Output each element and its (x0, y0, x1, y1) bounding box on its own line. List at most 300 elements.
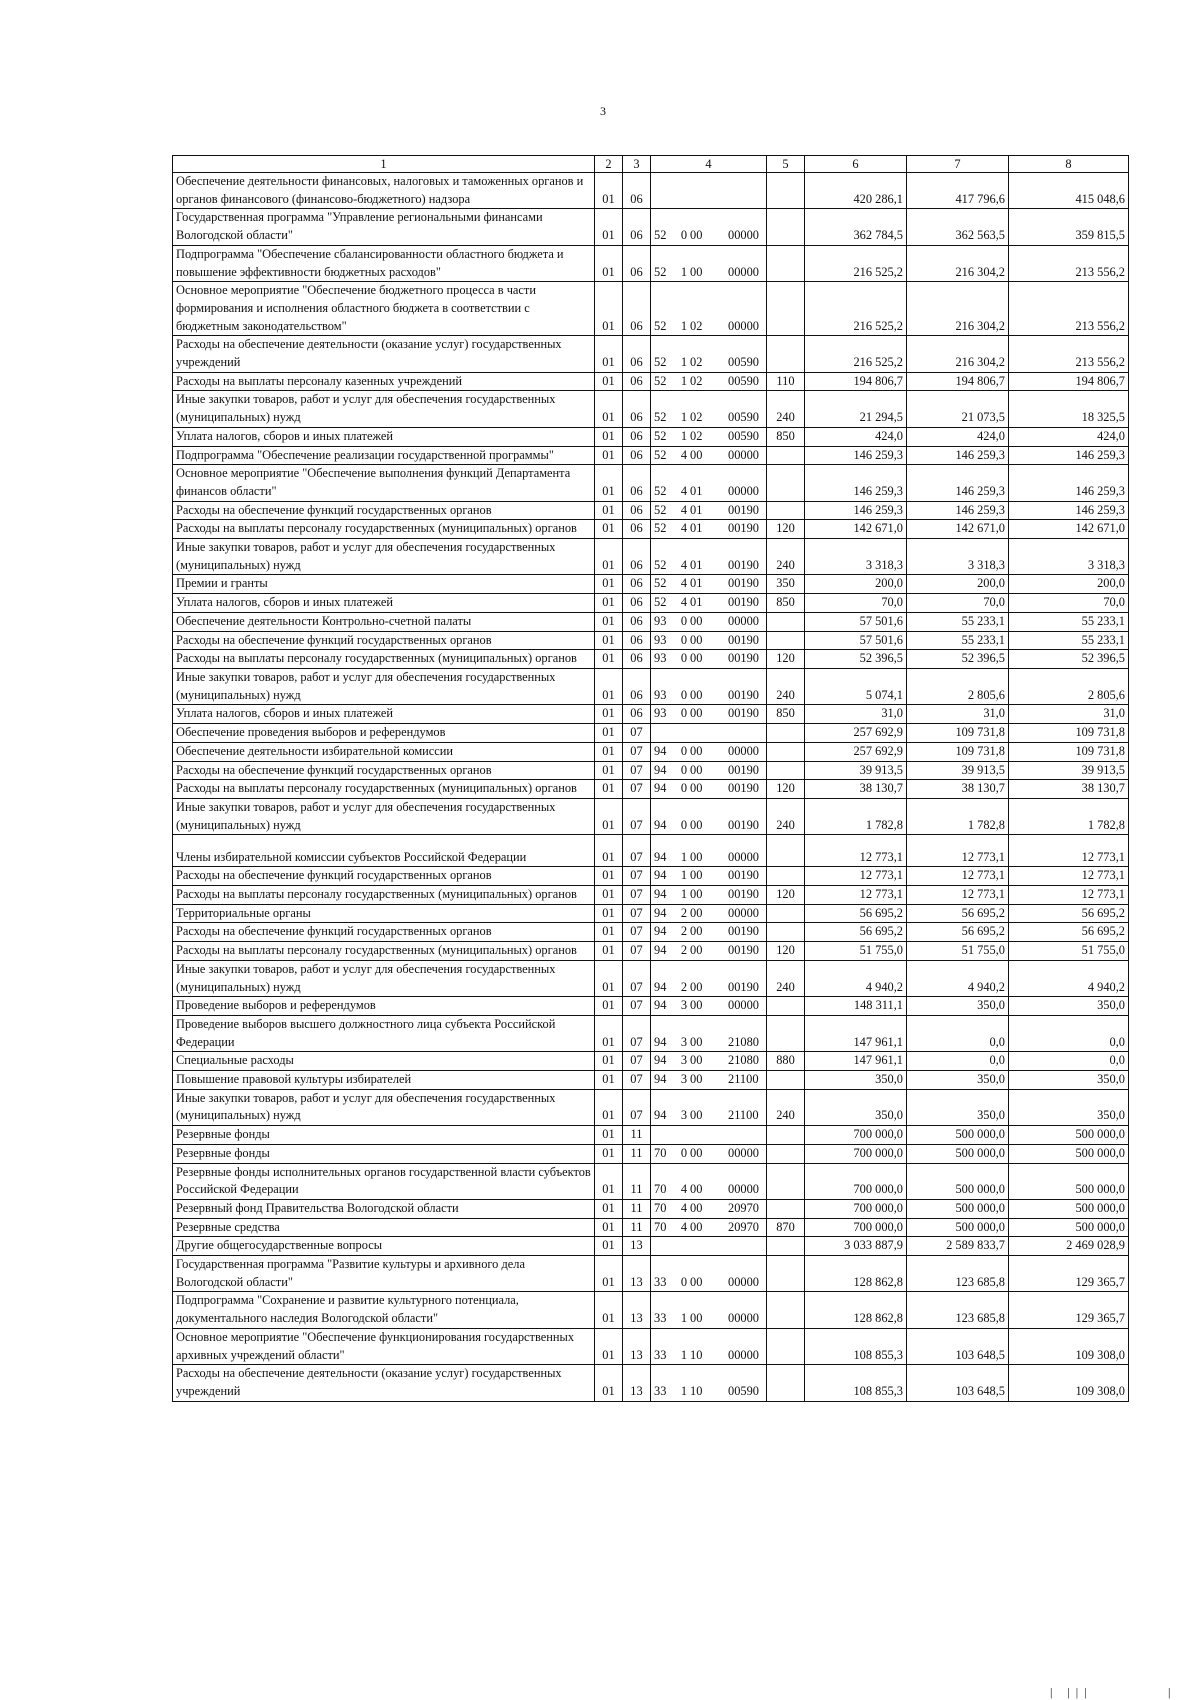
subsection-code: 06 (623, 336, 651, 372)
code-part: 00190 (728, 521, 759, 536)
subsection-code: 06 (623, 539, 651, 575)
code-part: 4 (680, 447, 688, 462)
code-part: 00190 (728, 943, 759, 958)
subsection-code: 06 (623, 612, 651, 631)
target-article-code (651, 923, 767, 942)
code-part: 21100 (728, 1108, 759, 1123)
table-row (173, 1256, 1129, 1292)
target-article-code (651, 650, 767, 669)
section-code: 01 (595, 575, 623, 594)
expense-type-code: 850 (767, 594, 805, 613)
code-part: 52 (654, 428, 667, 443)
amount-year-3: 56 695,2 (1009, 904, 1129, 923)
code-part: 00190 (728, 687, 759, 702)
row-name: Расходы на выплаты персоналу государственных (муниципальных) органов (173, 520, 595, 539)
amount-year-2: 123 685,8 (907, 1292, 1009, 1328)
code-part: 94 (654, 887, 667, 902)
subsection-code: 07 (623, 1071, 651, 1090)
amount-year-1: 146 259,3 (805, 465, 907, 501)
section-code: 01 (595, 1126, 623, 1145)
code-part: 00000 (728, 1274, 759, 1289)
amount-year-3: 12 773,1 (1009, 886, 1129, 905)
code-part: 00 (690, 943, 703, 958)
row-name: Иные закупки товаров, работ и услуг для обеспечения государственных (муниципальных) нужд (173, 539, 595, 575)
code-part: 94 (654, 1034, 667, 1049)
subsection-code: 07 (623, 942, 651, 961)
expense-type-code: 120 (767, 886, 805, 905)
table-row (173, 1237, 1129, 1256)
amount-year-3: 0,0 (1009, 1015, 1129, 1051)
section-code: 01 (595, 724, 623, 743)
row-name: Обеспечение проведения выборов и референдумов (173, 724, 595, 743)
subsection-code: 06 (623, 245, 651, 281)
code-part: 0 (680, 1274, 688, 1289)
row-name: Подпрограмма "Обеспечение реализации государственной программы" (173, 446, 595, 465)
code-part: 33 (654, 1347, 667, 1362)
amount-year-1: 147 961,1 (805, 1015, 907, 1051)
code-part: 00 (690, 762, 703, 777)
target-article-code (651, 1199, 767, 1218)
target-article-code (651, 780, 767, 799)
subsection-code: 07 (623, 960, 651, 996)
subsection-code: 13 (623, 1256, 651, 1292)
expense-type-code (767, 1126, 805, 1145)
amount-year-1: 3 033 887,9 (805, 1237, 907, 1256)
expense-type-code: 870 (767, 1218, 805, 1237)
code-part: 00000 (728, 905, 759, 920)
expense-type-code (767, 1256, 805, 1292)
table-row (173, 1328, 1129, 1364)
row-name: Резервные фонды исполнительных органов государственной власти субъектов Российской Федерации (173, 1163, 595, 1199)
amount-year-3: 350,0 (1009, 1071, 1129, 1090)
section-code: 01 (595, 780, 623, 799)
code-part: 00 (690, 998, 703, 1013)
target-article-code (651, 1089, 767, 1125)
code-part: 00000 (728, 228, 759, 243)
code-part: 10 (690, 1347, 703, 1362)
target-article-code (651, 594, 767, 613)
section-code: 01 (595, 1218, 623, 1237)
code-part: 0 (680, 706, 688, 721)
table-row (173, 1218, 1129, 1237)
code-part: 00 (690, 1219, 703, 1234)
expense-type-code (767, 904, 805, 923)
code-part: 3 (680, 1072, 688, 1087)
target-article-code (651, 1218, 767, 1237)
code-part: 33 (654, 1274, 667, 1289)
row-name: Резервные средства (173, 1218, 595, 1237)
section-code: 01 (595, 942, 623, 961)
subsection-code: 07 (623, 1052, 651, 1071)
subsection-code: 11 (623, 1218, 651, 1237)
code-part: 00 (690, 651, 703, 666)
code-part: 21080 (728, 1053, 759, 1068)
target-article-code (651, 1256, 767, 1292)
amount-year-1: 194 806,7 (805, 372, 907, 391)
table-row (173, 209, 1129, 245)
amount-year-3: 500 000,0 (1009, 1144, 1129, 1163)
section-code: 01 (595, 798, 623, 834)
code-part: 70 (654, 1145, 667, 1160)
table-row (173, 724, 1129, 743)
amount-year-2: 109 731,8 (907, 742, 1009, 761)
amount-year-2: 500 000,0 (907, 1163, 1009, 1199)
code-part: 2 (680, 979, 688, 994)
table-row (173, 942, 1129, 961)
amount-year-1: 128 862,8 (805, 1292, 907, 1328)
code-part: 94 (654, 1108, 667, 1123)
subsection-code: 06 (623, 668, 651, 704)
target-article-code (651, 1071, 767, 1090)
code-part: 00 (690, 905, 703, 920)
row-name: Проведение выборов и референдумов (173, 997, 595, 1016)
section-code: 01 (595, 245, 623, 281)
code-part: 00000 (728, 1311, 759, 1326)
table-row (173, 960, 1129, 996)
amount-year-1: 257 692,9 (805, 742, 907, 761)
amount-year-3: 415 048,6 (1009, 173, 1129, 209)
table-row (173, 539, 1129, 575)
section-code: 01 (595, 867, 623, 886)
subsection-code: 07 (623, 761, 651, 780)
amount-year-2: 21 073,5 (907, 391, 1009, 427)
amount-year-1: 700 000,0 (805, 1218, 907, 1237)
table-row (173, 1292, 1129, 1328)
section-code: 01 (595, 1163, 623, 1199)
column-header: 3 (623, 156, 651, 173)
target-article-code (651, 705, 767, 724)
subsection-code: 06 (623, 705, 651, 724)
code-part: 94 (654, 1072, 667, 1087)
code-part: 20970 (728, 1200, 759, 1215)
code-part: 00590 (728, 410, 759, 425)
table-row (173, 668, 1129, 704)
code-part: 10 (690, 1384, 703, 1398)
amount-year-1: 700 000,0 (805, 1199, 907, 1218)
row-name: Обеспечение деятельности избирательной комиссии (173, 742, 595, 761)
target-article-code (651, 960, 767, 996)
table-row (173, 282, 1129, 336)
code-part: 1 (680, 1384, 688, 1398)
table-row (173, 1365, 1129, 1401)
code-part: 4 (680, 483, 688, 498)
row-name: Обеспечение деятельности финансовых, налоговых и таможенных органов и органов финансового (финансово-бюджетного) надзора (173, 173, 595, 209)
amount-year-3: 359 815,5 (1009, 209, 1129, 245)
code-part: 3 (680, 998, 688, 1013)
amount-year-3: 39 913,5 (1009, 761, 1129, 780)
expense-type-code (767, 209, 805, 245)
expense-type-code: 240 (767, 668, 805, 704)
amount-year-2: 109 731,8 (907, 724, 1009, 743)
subsection-code: 07 (623, 867, 651, 886)
expense-type-code: 120 (767, 520, 805, 539)
expense-type-code (767, 282, 805, 336)
amount-year-1: 12 773,1 (805, 867, 907, 886)
code-part: 33 (654, 1384, 667, 1398)
row-name: Уплата налогов, сборов и иных платежей (173, 594, 595, 613)
amount-year-2: 417 796,6 (907, 173, 1009, 209)
section-code: 01 (595, 209, 623, 245)
code-part: 93 (654, 706, 667, 721)
expense-type-code (767, 631, 805, 650)
expense-type-code (767, 245, 805, 281)
code-part: 52 (654, 318, 667, 333)
code-part: 3 (680, 1108, 688, 1123)
expense-type-code: 240 (767, 798, 805, 834)
target-article-code (651, 446, 767, 465)
code-part: 00 (690, 1072, 703, 1087)
amount-year-3: 12 773,1 (1009, 867, 1129, 886)
row-name: Премии и гранты (173, 575, 595, 594)
column-header: 1 (173, 156, 595, 173)
column-header: 2 (595, 156, 623, 173)
code-part: 00000 (728, 743, 759, 758)
code-part: 00190 (728, 651, 759, 666)
amount-year-2: 500 000,0 (907, 1199, 1009, 1218)
code-part: 0 (680, 1145, 688, 1160)
code-part: 52 (654, 595, 667, 610)
amount-year-3: 213 556,2 (1009, 245, 1129, 281)
row-name: Уплата налогов, сборов и иных платежей (173, 427, 595, 446)
expense-type-code (767, 1292, 805, 1328)
row-name: Территориальные органы (173, 904, 595, 923)
amount-year-1: 216 525,2 (805, 336, 907, 372)
amount-year-2: 55 233,1 (907, 612, 1009, 631)
amount-year-2: 350,0 (907, 997, 1009, 1016)
amount-year-3: 109 731,8 (1009, 742, 1129, 761)
subsection-code: 06 (623, 650, 651, 669)
expense-type-code (767, 1328, 805, 1364)
amount-year-2: 362 563,5 (907, 209, 1009, 245)
code-part: 01 (690, 521, 703, 536)
code-part: 00 (690, 447, 703, 462)
table-row (173, 705, 1129, 724)
amount-year-3: 109 308,0 (1009, 1328, 1129, 1364)
target-article-code (651, 668, 767, 704)
code-part: 00000 (728, 447, 759, 462)
subsection-code: 06 (623, 465, 651, 501)
code-part: 00190 (728, 502, 759, 517)
amount-year-1: 128 862,8 (805, 1256, 907, 1292)
code-part: 94 (654, 781, 667, 796)
subsection-code: 13 (623, 1328, 651, 1364)
target-article-code (651, 575, 767, 594)
amount-year-3: 55 233,1 (1009, 612, 1129, 631)
amount-year-1: 147 961,1 (805, 1052, 907, 1071)
row-name: Уплата налогов, сборов и иных платежей (173, 705, 595, 724)
code-part: 02 (690, 428, 703, 443)
section-code: 01 (595, 997, 623, 1016)
section-code: 01 (595, 1292, 623, 1328)
amount-year-3: 31,0 (1009, 705, 1129, 724)
amount-year-2: 216 304,2 (907, 336, 1009, 372)
amount-year-3: 350,0 (1009, 1089, 1129, 1125)
code-part: 00190 (728, 706, 759, 721)
code-part: 00 (690, 868, 703, 883)
section-code: 01 (595, 1328, 623, 1364)
row-name: Подпрограмма "Обеспечение сбалансированности областного бюджета и повышение эффективности бюджетных расходов" (173, 245, 595, 281)
target-article-code (651, 209, 767, 245)
row-name: Иные закупки товаров, работ и услуг для обеспечения государственных (муниципальных) нужд (173, 960, 595, 996)
code-part: 00 (690, 1200, 703, 1215)
section-code: 01 (595, 923, 623, 942)
amount-year-3: 0,0 (1009, 1052, 1129, 1071)
amount-year-3: 38 130,7 (1009, 780, 1129, 799)
code-part: 00000 (728, 1145, 759, 1160)
amount-year-2: 146 259,3 (907, 501, 1009, 520)
target-article-code (651, 372, 767, 391)
amount-year-1: 200,0 (805, 575, 907, 594)
amount-year-1: 38 130,7 (805, 780, 907, 799)
expense-type-code: 850 (767, 427, 805, 446)
section-code: 01 (595, 282, 623, 336)
expense-type-code: 850 (767, 705, 805, 724)
amount-year-1: 216 525,2 (805, 282, 907, 336)
code-part: 02 (690, 373, 703, 388)
subsection-code: 07 (623, 997, 651, 1016)
row-name: Расходы на выплаты персоналу государственных (муниципальных) органов (173, 780, 595, 799)
amount-year-1: 39 913,5 (805, 761, 907, 780)
target-article-code (651, 612, 767, 631)
amount-year-1: 700 000,0 (805, 1163, 907, 1199)
amount-year-2: 216 304,2 (907, 245, 1009, 281)
section-code: 01 (595, 1089, 623, 1125)
code-part: 02 (690, 355, 703, 370)
target-article-code (651, 501, 767, 520)
code-part: 01 (690, 502, 703, 517)
amount-year-3: 51 755,0 (1009, 942, 1129, 961)
table-row (173, 427, 1129, 446)
section-code: 01 (595, 1237, 623, 1256)
section-code: 01 (595, 960, 623, 996)
code-part: 00190 (728, 887, 759, 902)
code-part: 4 (680, 557, 688, 572)
code-part: 52 (654, 502, 667, 517)
code-part: 00190 (728, 576, 759, 591)
expense-type-code (767, 724, 805, 743)
section-code: 01 (595, 372, 623, 391)
amount-year-2: 51 755,0 (907, 942, 1009, 961)
section-code: 01 (595, 668, 623, 704)
row-name: Члены избирательной комиссии субъектов Российской Федерации (173, 835, 595, 867)
amount-year-1: 216 525,2 (805, 245, 907, 281)
table-row (173, 798, 1129, 834)
target-article-code (651, 742, 767, 761)
code-part: 1 (680, 868, 688, 883)
code-part: 1 (680, 1347, 688, 1362)
expense-type-code (767, 173, 805, 209)
table-row (173, 391, 1129, 427)
amount-year-1: 51 755,0 (805, 942, 907, 961)
code-part: 4 (680, 502, 688, 517)
code-part: 93 (654, 651, 667, 666)
code-part: 0 (680, 632, 688, 647)
target-article-code (651, 942, 767, 961)
code-part: 3 (680, 1034, 688, 1049)
subsection-code: 06 (623, 575, 651, 594)
table-row (173, 336, 1129, 372)
code-part: 0 (680, 228, 688, 243)
row-name: Основное мероприятие "Обеспечение выполнения функций Департамента финансов области" (173, 465, 595, 501)
expense-type-code: 240 (767, 1089, 805, 1125)
row-name: Расходы на обеспечение деятельности (оказание услуг) государственных учреждений (173, 1365, 595, 1401)
code-part: 20970 (728, 1219, 759, 1234)
amount-year-1: 146 259,3 (805, 446, 907, 465)
amount-year-1: 700 000,0 (805, 1144, 907, 1163)
amount-year-1: 57 501,6 (805, 612, 907, 631)
amount-year-3: 146 259,3 (1009, 465, 1129, 501)
row-name: Расходы на выплаты персоналу казенных учреждений (173, 372, 595, 391)
amount-year-2: 146 259,3 (907, 446, 1009, 465)
code-part: 01 (690, 557, 703, 572)
code-part: 52 (654, 410, 667, 425)
code-part: 1 (680, 373, 688, 388)
amount-year-1: 424,0 (805, 427, 907, 446)
amount-year-3: 200,0 (1009, 575, 1129, 594)
section-code: 01 (595, 1071, 623, 1090)
amount-year-3: 500 000,0 (1009, 1126, 1129, 1145)
amount-year-1: 56 695,2 (805, 923, 907, 942)
expense-type-code: 880 (767, 1052, 805, 1071)
code-part: 00 (690, 924, 703, 939)
code-part: 00 (690, 1274, 703, 1289)
code-part: 52 (654, 373, 667, 388)
table-row (173, 575, 1129, 594)
budget-table (172, 155, 1129, 1402)
code-part: 00 (690, 228, 703, 243)
code-part: 52 (654, 521, 667, 536)
code-part: 00190 (728, 924, 759, 939)
row-name: Основное мероприятие "Обеспечение бюджетного процесса в части формирования и исполнения областного бюджета в соответствии с бюджетным законодательством" (173, 282, 595, 336)
table-row (173, 650, 1129, 669)
code-part: 00 (690, 979, 703, 994)
code-part: 94 (654, 1053, 667, 1068)
section-code: 01 (595, 427, 623, 446)
code-part: 00190 (728, 781, 759, 796)
code-part: 00 (690, 1034, 703, 1049)
amount-year-3: 12 773,1 (1009, 835, 1129, 867)
section-code: 01 (595, 1256, 623, 1292)
amount-year-2: 142 671,0 (907, 520, 1009, 539)
expense-type-code: 240 (767, 960, 805, 996)
table-row (173, 1163, 1129, 1199)
table-row (173, 173, 1129, 209)
amount-year-3: 1 782,8 (1009, 798, 1129, 834)
subsection-code: 07 (623, 923, 651, 942)
amount-year-1: 257 692,9 (805, 724, 907, 743)
code-part: 4 (680, 595, 688, 610)
code-part: 4 (680, 576, 688, 591)
column-header: 7 (907, 156, 1009, 173)
expense-type-code (767, 1237, 805, 1256)
expense-type-code (767, 1144, 805, 1163)
amount-year-3: 424,0 (1009, 427, 1129, 446)
code-part: 00000 (728, 264, 759, 279)
code-part: 00000 (728, 1182, 759, 1197)
column-header: 8 (1009, 156, 1129, 173)
code-part: 1 (680, 318, 688, 333)
code-part: 0 (680, 743, 688, 758)
code-part: 4 (680, 1219, 688, 1234)
row-name: Расходы на обеспечение функций государственных органов (173, 631, 595, 650)
amount-year-1: 350,0 (805, 1071, 907, 1090)
amount-year-1: 108 855,3 (805, 1365, 907, 1401)
code-part: 00 (690, 849, 703, 864)
amount-year-1: 12 773,1 (805, 886, 907, 905)
code-part: 0 (680, 613, 688, 628)
code-part: 94 (654, 762, 667, 777)
amount-year-2: 103 648,5 (907, 1328, 1009, 1364)
